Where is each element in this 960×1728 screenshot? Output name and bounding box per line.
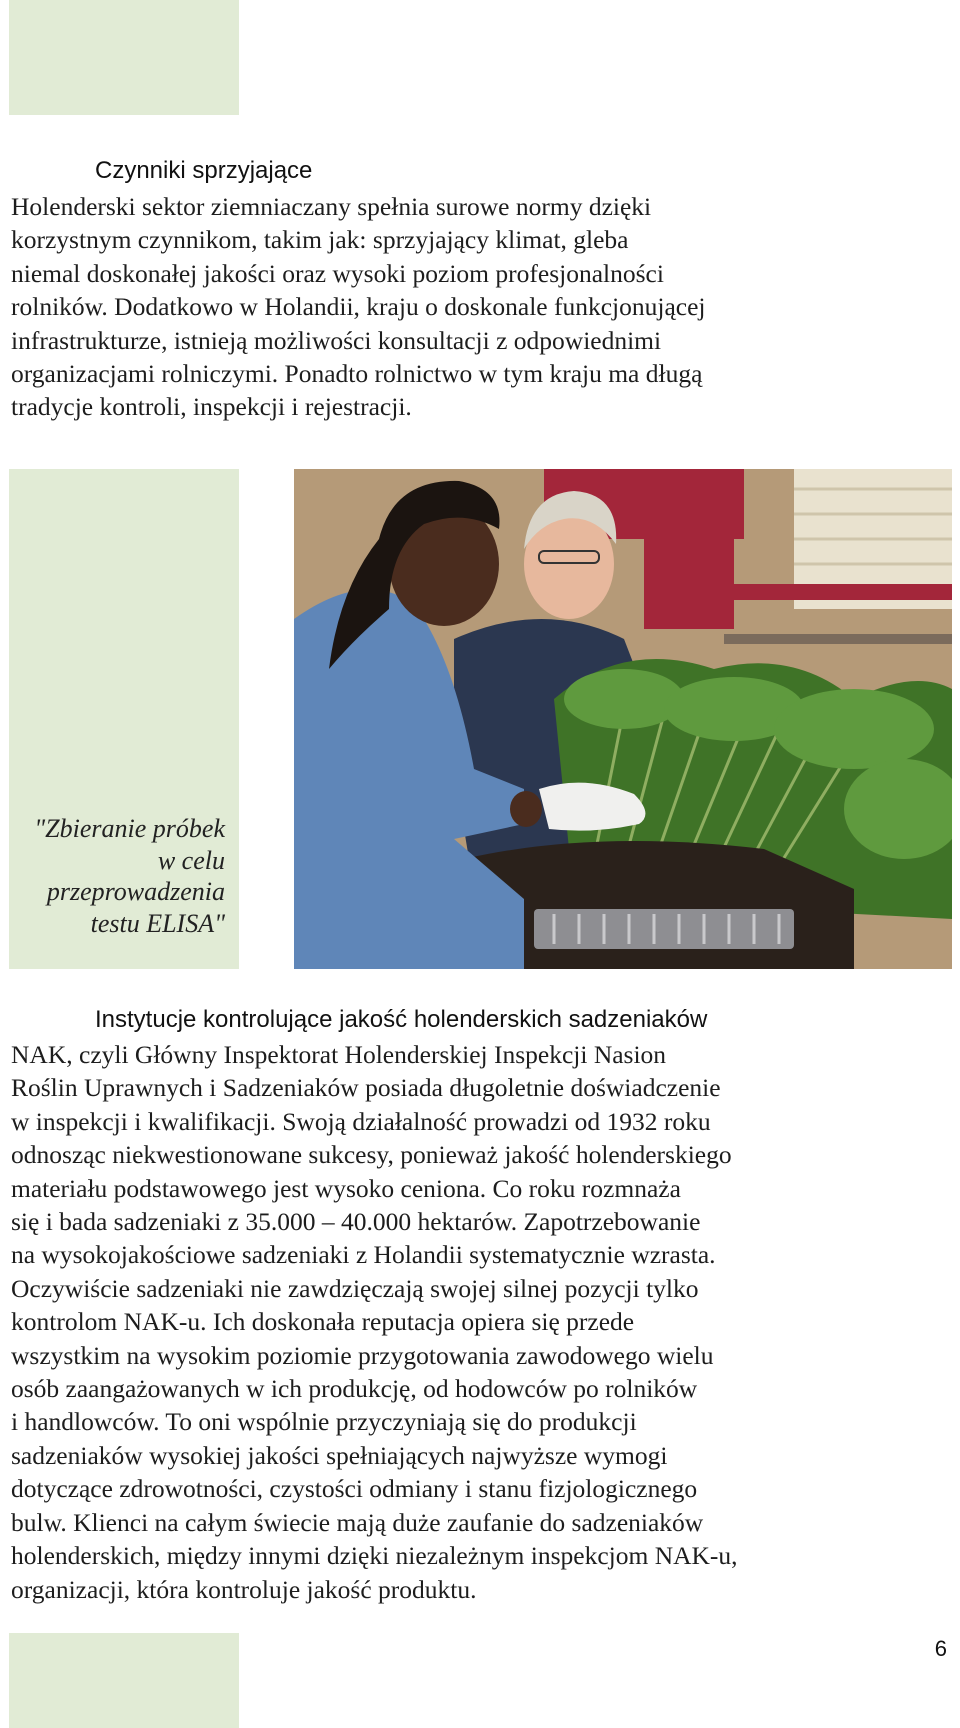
paragraph-line: korzystnym czynnikom, takim jak: sprzyjający klimat, gleba	[11, 225, 629, 255]
paragraph-line: Roślin Uprawnych i Sadzeniaków posiada długoletnie doświadczenie	[11, 1073, 721, 1103]
paragraph-line: organizacjami rolniczymi. Ponadto rolnictwo w tym kraju ma długą	[11, 359, 703, 389]
paragraph-line: wszystkim na wysokim poziomie przygotowania zawodowego wielu	[11, 1340, 714, 1370]
paragraph-line: materiału podstawowego jest wysoko ceniona. Co roku rozmnaża	[11, 1173, 681, 1203]
photo-caption	[9, 813, 225, 939]
paragraph-line: odnosząc niekwestionowane sukcesy, ponieważ jakość holenderskiego	[11, 1140, 732, 1170]
paragraph-line: niemal doskonałej jakości oraz wysoki poziom profesjonalności	[11, 258, 664, 288]
page-number: 6	[934, 1636, 947, 1661]
caption-line: testu ELISA"	[90, 908, 225, 938]
paragraph-line: osób zaangażowanych w ich produkcję, od hodowców po rolników	[11, 1374, 698, 1404]
paragraph-line: w inspekcji i kwalifikacji. Swoją działalność prowadzi od 1932 roku	[11, 1106, 711, 1136]
paragraph-line: Oczywiście sadzeniaki nie zawdzięczają swojej silnej pozycji tylko	[11, 1273, 699, 1303]
paragraph-line: NAK, czyli Główny Inspektorat Holenderskiej Inspekcji Nasion	[11, 1040, 667, 1069]
paragraph-line: organizacji, która kontroluje jakość produktu.	[11, 1574, 477, 1604]
paragraph-line: kontrolom NAK-u. Ich doskonała reputacja opiera się przede	[11, 1307, 635, 1337]
paragraph-institutions	[11, 1038, 951, 1606]
paragraph-line: sadzeniaków wysokiej jakości spełniających najwyższe wymogi	[11, 1440, 668, 1470]
caption-line: "Zbieranie próbek	[34, 814, 225, 843]
paragraph-factors	[11, 190, 951, 424]
section-heading-institutions: Instytucje kontrolujące jakość holenderskich sadzeniaków	[95, 1006, 708, 1033]
paragraph-line: i handlowców. To oni wspólnie przyczyniają się do produkcji	[11, 1407, 637, 1437]
paragraph-line: na wysokojakościowe sadzeniaki z Holandii systematycznie wzrasta.	[11, 1240, 716, 1270]
photo-elisa-sampling	[294, 469, 952, 969]
caption-line: w celu	[157, 845, 225, 875]
paragraph-line: Holenderski sektor ziemniaczany spełnia surowe normy dzięki	[11, 192, 652, 221]
paragraph-line: się i bada sadzeniaki z 35.000 – 40.000 hektarów. Zapotrzebowanie	[11, 1207, 701, 1237]
decorative-green-block-bottom	[9, 1633, 239, 1728]
machinery-red	[644, 529, 734, 629]
caption-line: przeprowadzenia	[46, 877, 225, 906]
leaf-cluster	[564, 669, 684, 729]
decorative-green-block-top	[9, 0, 239, 115]
leaf-cluster	[774, 689, 934, 769]
paragraph-line: tradycje kontroli, inspekcji i rejestracji.	[11, 392, 412, 422]
machinery-frame	[724, 634, 952, 644]
woman-hand	[510, 791, 542, 827]
paragraph-line: holenderskich, między innymi dzięki niezależnym inspekcjom NAK-u,	[11, 1541, 738, 1571]
paragraph-line: rolników. Dodatkowo w Holandii, kraju o doskonale funkcjonującej	[11, 292, 706, 322]
section-heading-factors: Czynniki sprzyjające	[95, 157, 313, 184]
paragraph-line: dotyczące zdrowotności, czystości odmiany i stanu fizjologicznego	[11, 1474, 698, 1504]
paragraph-line: bulw. Klienci na całym świecie mają duże zaufanie do sadzeniaków	[11, 1507, 704, 1537]
machinery-red	[714, 584, 952, 600]
paragraph-line: infrastrukturze, istnieją możliwości konsultacji z odpowiednimi	[11, 325, 662, 355]
